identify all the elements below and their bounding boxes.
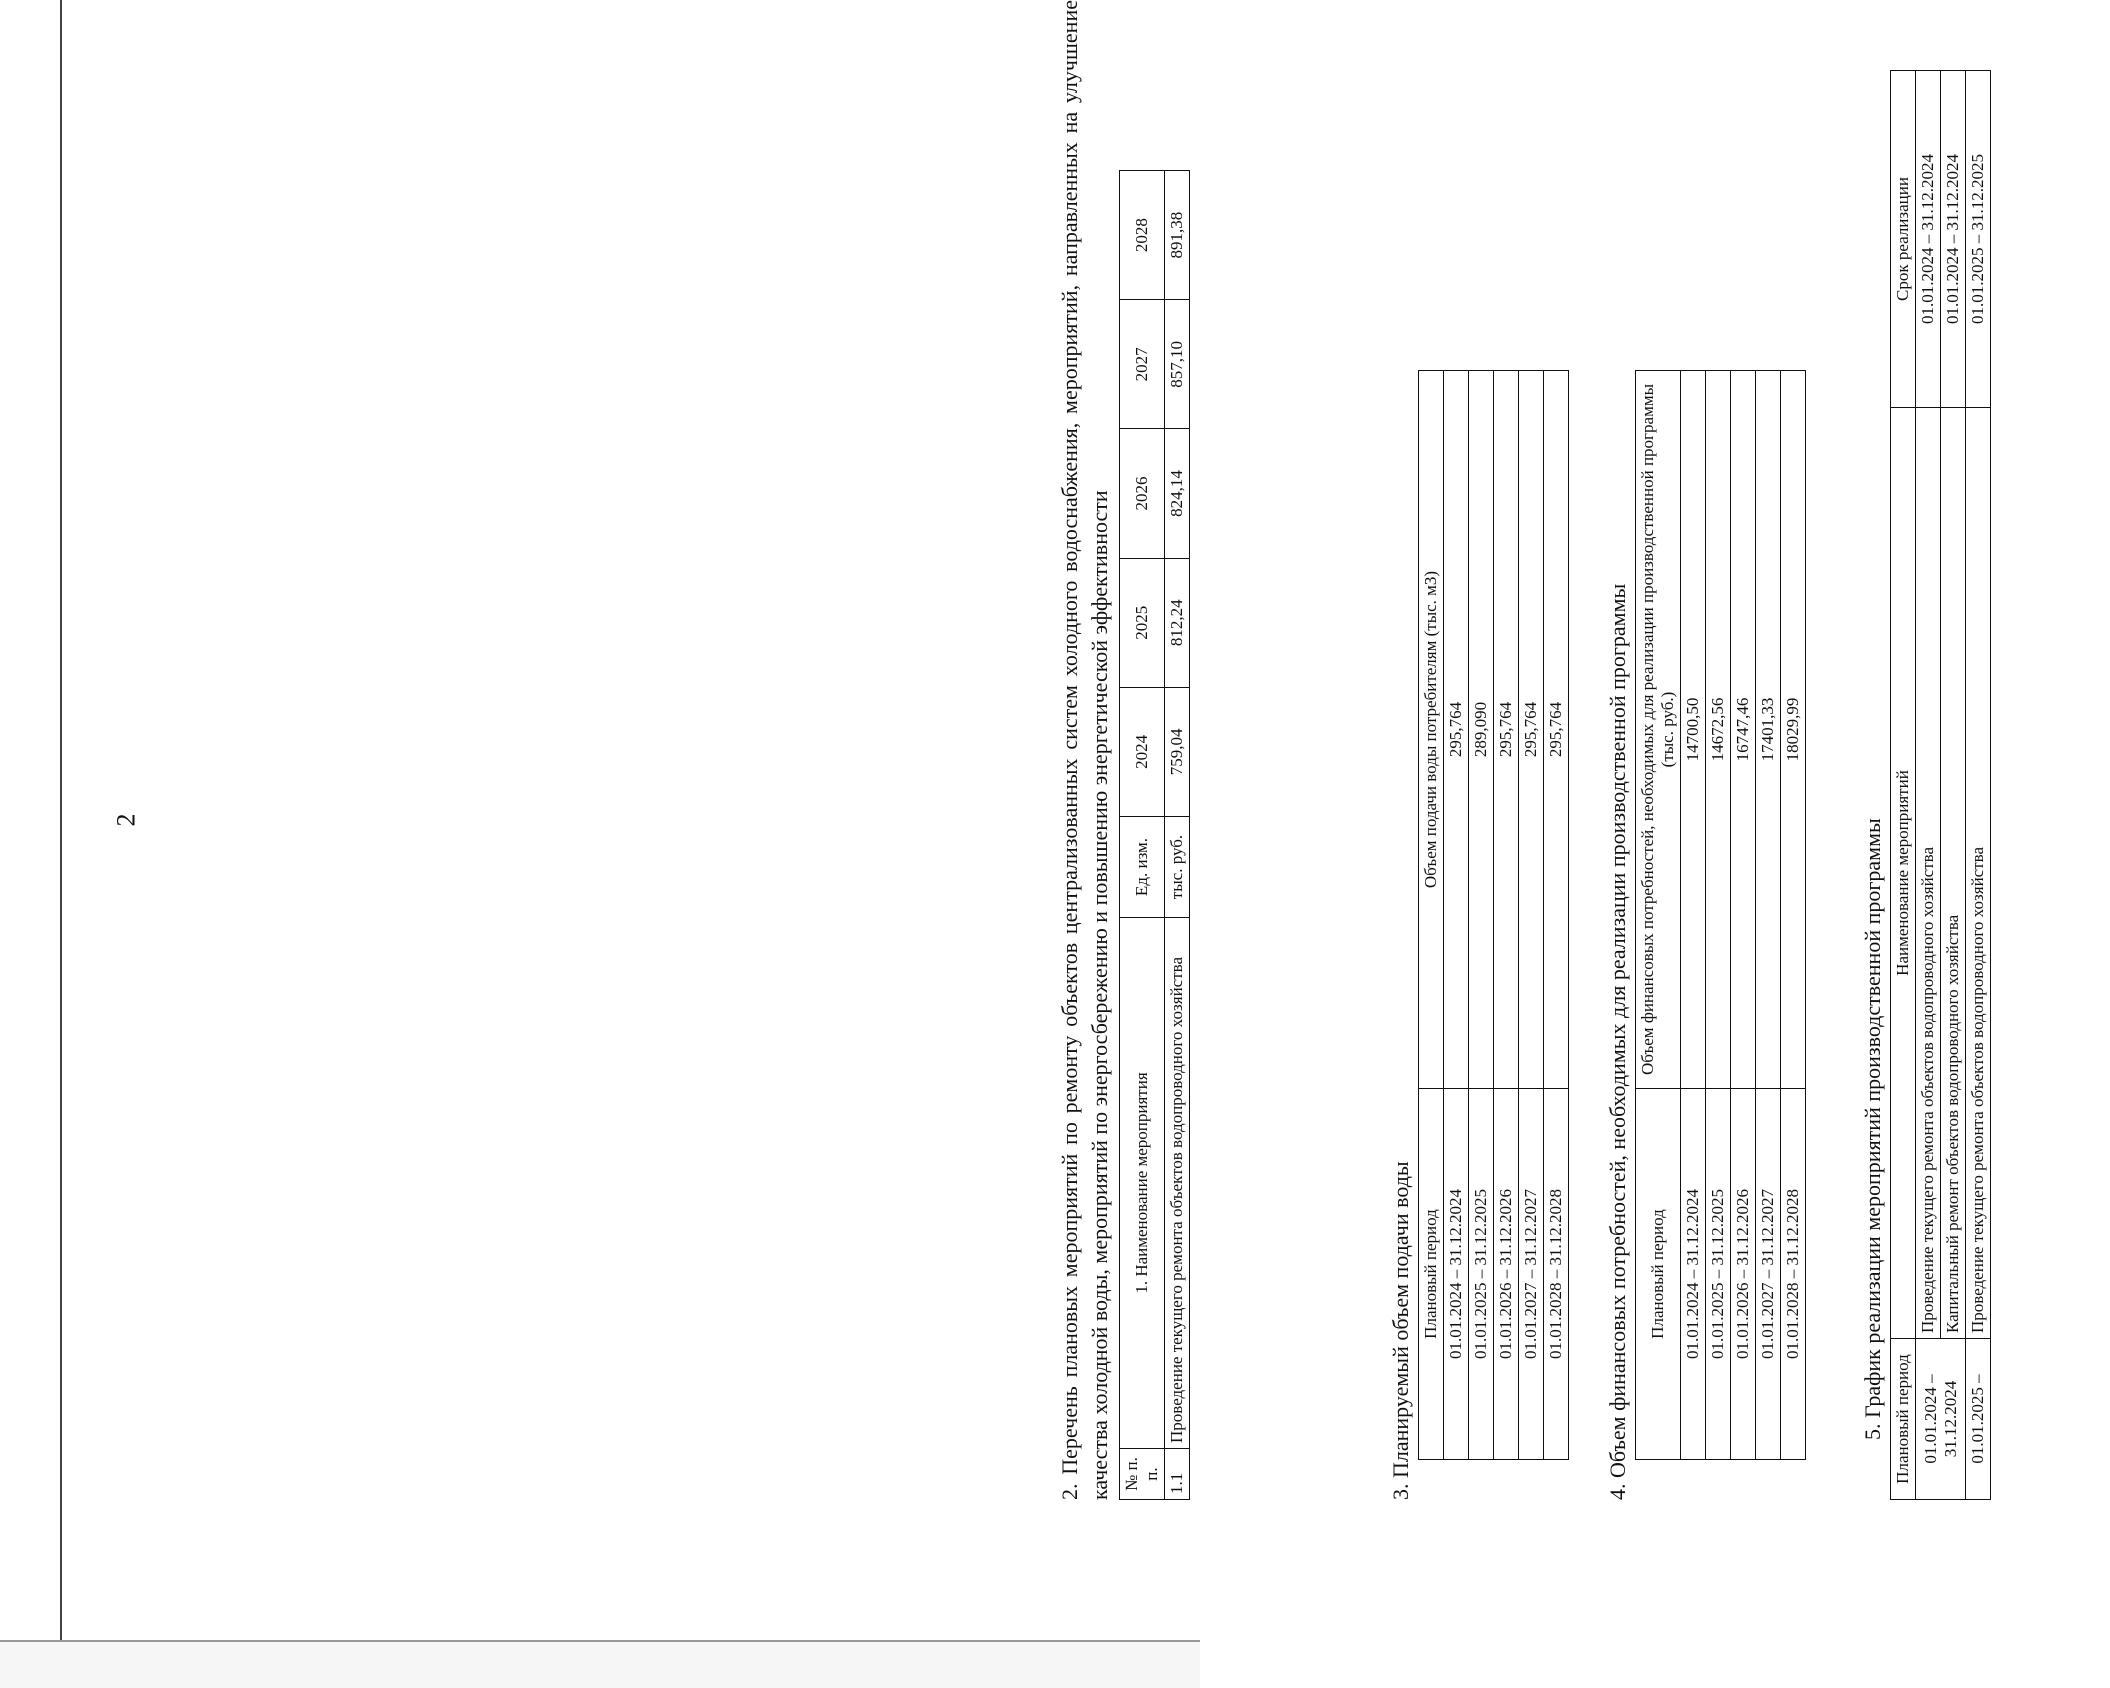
value-cell: 17401,33 [1756,371,1781,1089]
section-3-title: 3. Планируемый объем подачи воды [1388,1161,1413,1500]
table-row [1519,371,1544,1460]
col-header: 2024 [1120,687,1165,816]
measure-name: Проведение текущего ремонта объектов водопроводного хозяйства [1966,408,1991,1339]
value-2024: 759,04 [1165,687,1190,816]
col-header: Объем финансовых потребностей, необходимых для реализации производственной программы (тыс. руб.) [1636,371,1681,1089]
col-header: 2027 [1120,300,1165,429]
measure-name: Проведение текущего ремонта объектов водопроводного хозяйства [1165,918,1190,1449]
row-number: 1.1 [1165,1449,1190,1500]
scan-edge [60,0,62,1686]
section-2 [1055,0,1190,1500]
period-cell: 01.01.2028 – 31.12.2028 [1781,1089,1806,1460]
table-header-row [1891,71,1916,1500]
table-row [1444,371,1469,1460]
table-row [1165,171,1190,1500]
table-row [1756,371,1781,1460]
col-header: 2025 [1120,558,1165,687]
col-header: Плановый период [1891,1339,1916,1500]
value-cell: 289,090 [1469,371,1494,1089]
table-row [1731,371,1756,1460]
period-cell: 01.01.2024 – 31.12.2024 [1916,1339,1966,1500]
col-header: 2028 [1120,171,1165,300]
table-header-row [1419,371,1444,1460]
value-cell: 14700,50 [1681,371,1706,1089]
value-cell: 295,764 [1494,371,1519,1089]
col-header: Наименование мероприятий [1891,408,1916,1339]
value-cell: 295,764 [1544,371,1569,1089]
table-row [1681,371,1706,1460]
section-5 [1860,0,1991,1500]
period-cell: 01.01.2028 – 31.12.2028 [1544,1089,1569,1460]
period-cell: 01.01.2024 – 31.12.2024 [1681,1089,1706,1460]
col-header: Плановый период [1419,1089,1444,1460]
page-number: 2 [111,813,141,827]
col-header: 2026 [1120,429,1165,558]
unit: тыс. руб. [1165,817,1190,918]
value-cell: 16747,46 [1731,371,1756,1089]
value-cell: 18029,99 [1781,371,1806,1089]
schedule-table [1890,70,1991,1500]
table-row [1469,371,1494,1460]
table-row [1494,371,1519,1460]
rotated-page-content [1050,0,2110,1500]
term-cell: 01.01.2024 – 31.12.2024 [1941,71,1966,408]
table-row [1544,371,1569,1460]
period-cell: 01.01.2027 – 31.12.2027 [1519,1089,1544,1460]
section-4 [1605,0,1806,1500]
value-2028: 891,38 [1165,171,1190,300]
term-cell: 01.01.2025 – 31.12.2025 [1966,71,1991,408]
table-row [1781,371,1806,1460]
period-cell: 01.01.2027 – 31.12.2027 [1756,1089,1781,1460]
section-2-heading: 2. Перечень плановых мероприятий по ремонту объектов централизованных систем холодного водоснабжения, мероприятий, направленных на улучшение качества холодной воды, мероприятий по энергосбережению и повышению энергетической эффективности [1057,0,1112,1500]
measure-name: Капитальный ремонт объектов водопроводного хозяйства [1941,408,1966,1339]
term-cell: 01.01.2024 – 31.12.2024 [1916,71,1941,408]
value-2026: 824,14 [1165,429,1190,558]
col-header: Плановый период [1636,1089,1681,1460]
table-row [1966,71,1991,1500]
period-cell: 01.01.2025 – 31.12.2025 [1469,1089,1494,1460]
period-cell: 01.01.2024 – 31.12.2024 [1444,1089,1469,1460]
period-cell: 01.01.2026 – 31.12.2026 [1731,1089,1756,1460]
table-row [1941,71,1966,1500]
financial-needs-table [1635,370,1806,1460]
value-cell: 295,764 [1444,371,1469,1089]
col-header: Ед. изм. [1120,817,1165,918]
section-4-title: 4. Объем финансовых потребностей, необходимых для реализации производственной программы [1605,583,1630,1500]
table-row [1916,71,1941,1500]
col-header: № п. п. [1120,1449,1165,1500]
table-header-row [1636,371,1681,1460]
scan-margin [0,1640,1200,1688]
period-cell: 01.01.2025 – [1966,1339,1991,1500]
section-3 [1388,0,1569,1500]
water-volume-table [1418,370,1569,1460]
value-2025: 812,24 [1165,558,1190,687]
period-cell: 01.01.2025 – 31.12.2025 [1706,1089,1731,1460]
col-header: Объем подачи воды потребителям (тыс. м3) [1419,371,1444,1089]
section-5-title: 5. График реализации мероприятий производственной программы [1860,818,1885,1440]
table-header-row [1120,171,1165,1500]
measures-table [1119,170,1190,1500]
table-row [1706,371,1731,1460]
measure-name: Проведение текущего ремонта объектов водопроводного хозяйства [1916,408,1941,1339]
value-2027: 857,10 [1165,300,1190,429]
col-header: Срок реализации [1891,71,1916,408]
value-cell: 14672,56 [1706,371,1731,1089]
col-header: 1. Наименование мероприятия [1120,918,1165,1449]
period-cell: 01.01.2026 – 31.12.2026 [1494,1089,1519,1460]
value-cell: 295,764 [1519,371,1544,1089]
